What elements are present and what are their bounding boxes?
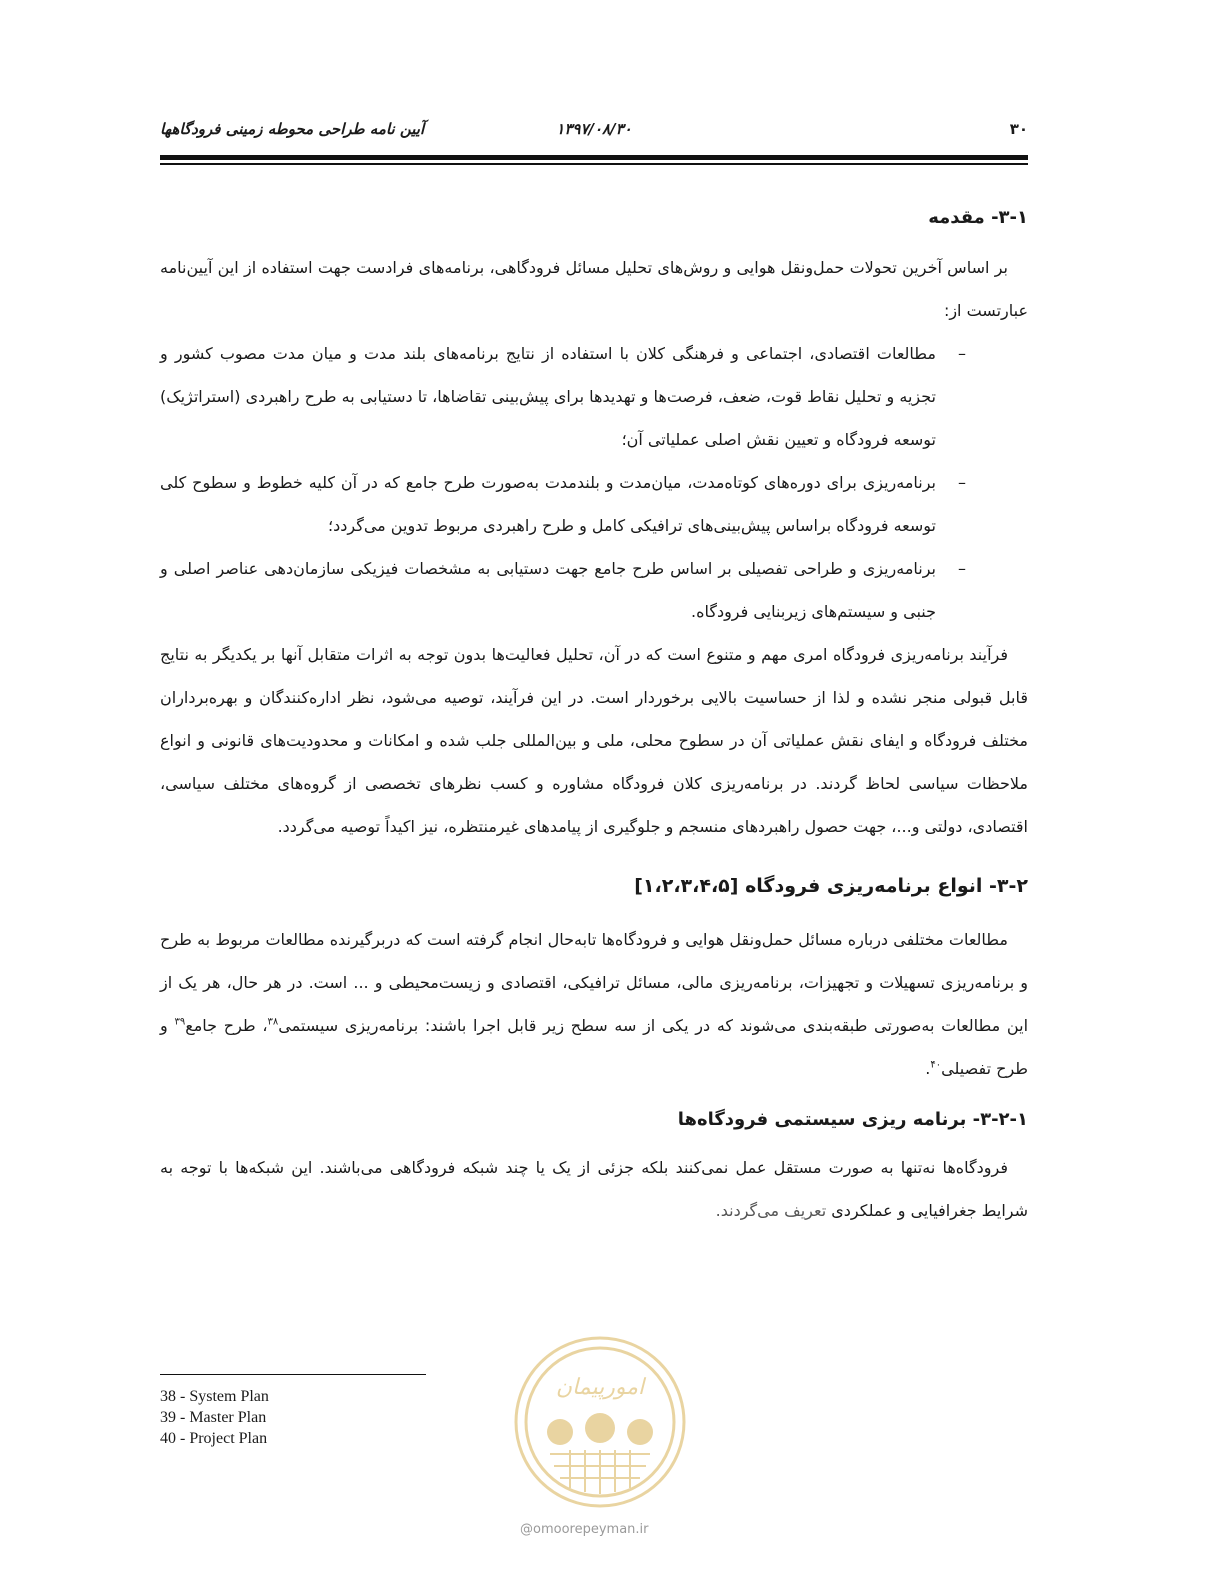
system-planning-text: فرودگاه‌ها نه‌تنها به صورت مستقل عمل نمی‌کنند بلکه جزئی از یک یا چند شبکه فرودگاهی می‌باشند. این شبکه‌ها با توجه به شرایط جغرافیایی و عملکردی [160, 1158, 1028, 1220]
footnote-separator [160, 1374, 426, 1375]
section-heading-intro: ۳-۱- مقدمه [928, 207, 1028, 228]
list-item [160, 461, 1028, 547]
header-rule-thin [160, 163, 1028, 165]
list-item-text: مطالعات اقتصادی، اجتماعی و فرهنگی کلان با استفاده از نتایج برنامه‌های بلند مدت و میان مدت مصوب کشور و تجزیه و تحلیل نقاط قوت، ضعف، فرصت‌ها و تهدیدها برای پیش‌بینی تقاضاها، تا دستیابی به طرح راهبردی (استراتژیک) توسعه فرودگاه و تعیین نقش اصلی عملیاتی آن؛ [160, 344, 936, 449]
footnote-40: 40 - Project Plan [160, 1430, 268, 1447]
planning-types-paragraph: مطالعات مختلفی درباره مسائل حمل‌ونقل هوایی و فرودگاه‌ها تابه‌حال انجام گرفته است که دربرگیرنده مطالعات مربوط به طرح و برنامه‌ریزی تسهیلات و تجهیزات، برنامه‌ریزی مالی، مسائل ترافیکی، اقتصادی و زیست‌محیطی و ... است. در هر حال، هر یک از این مطالعات به‌صورتی طبقه‌بندی می‌شوند که در یکی از سه سطح زیر قابل اجرا باشند: برنامه‌ریزی سیستمی$^{۳۸}$، طرح جامع$^{۳۹}$ و طرح تفصیلی$^{۴۰}$. [160, 930, 1029, 1078]
header-title: آیین نامه طراحی محوطه زمینی فرودگاهها [160, 120, 425, 138]
list-item-text: برنامه‌ریزی و طراحی تفصیلی بر اساس طرح جامع جهت دستیابی به مشخصات فیزیکی سازمان‌دهی عناصر اصلی و جنبی و سیستم‌های زیربنایی فرودگاه. [160, 559, 936, 621]
bullet-list [160, 332, 1028, 633]
footnote-ref-40[interactable]: ۴۰ [930, 1059, 942, 1071]
subsection-heading-system-planning: ۳-۲-۱- برنامه ریزی سیستمی فرودگاه‌ها [677, 1109, 1028, 1130]
intro-paragraph: بر اساس آخرین تحولات حمل‌ونقل هوایی و روش‌های تحلیل مسائل فرودگاهی، برنامه‌های فرادست جهت استفاده از این آیین‌نامه عبارتست از: [160, 258, 1028, 320]
running-header [160, 120, 1028, 148]
system-planning-paragraph [160, 1146, 1028, 1232]
dash-bullet: – [958, 559, 966, 578]
header-date: ۱۳۹۷/۰۸/۳۰ [556, 120, 632, 138]
planning-process-paragraph: فرآیند برنامه‌ریزی فرودگاه امری مهم و متنوع است که در آن، تحلیل فعالیت‌ها بدون توجه به اثرات متقابل آنها بر یکدیگر به نتایج قابل قبولی منجر نشده و لذا از حساسیت بالایی برخوردار است. در این فرآیند، توصیه می‌شود، نظر اداره‌کنندگان و بهره‌برداران مختلف فرودگاه و ایفای نقش عملیاتی آن در سطوح محلی، ملی و بین‌المللی جلب شده و امکانات و محدودیت‌های قانونی و انواع ملاحظات سیاسی لحاظ گردند. در برنامه‌ریزی کلان فرودگاه مشاوره و کسب نظرهای تخصصی از گروه‌های مختلف سیاسی، اقتصادی، دولتی و...، جهت حصول راهبردهای منسجم و جلوگیری از پیامدهای غیرمنتظره، نیز اکیداً توصیه می‌گردد. [160, 645, 1028, 836]
header-rule-thick [160, 155, 1028, 160]
footnote-39: 39 - Master Plan [160, 1409, 267, 1426]
section-heading-planning-types: ۳-۲- انواع برنامه‌ریزی فرودگاه [۱،۲،۳،۴،۵] [634, 875, 1028, 897]
watermark-logo-text: امورپیمان [555, 1375, 645, 1400]
dash-bullet: – [958, 473, 966, 492]
planning-types-text: مطالعات مختلفی درباره مسائل حمل‌ونقل هوایی و فرودگاه‌ها تابه‌حال انجام گرفته است که دربرگیرنده مطالعات مربوط به طرح و برنامه‌ریزی تسهیلات و تجهیزات، برنامه‌ریزی مالی، مسائل ترافیکی، اقتصادی و زیست‌محیطی و ... است. در هر حال، هر یک از این مطالعات به‌صورتی طبقه‌بندی می‌شوند که در یکی از سه سطح زیر قابل اجرا باشند: [160, 930, 1029, 1035]
footnote-ref-39[interactable]: ۳۹ [174, 1016, 186, 1028]
document-body [160, 200, 1028, 1232]
watermark-logo [510, 1332, 690, 1512]
list-item [160, 332, 1028, 461]
master-plan-term: طرح جامع [185, 1016, 256, 1035]
footnotes [160, 1386, 269, 1449]
watermark-url: @omoorepeyman.ir [520, 1522, 649, 1537]
list-item [160, 547, 1028, 633]
footnote-ref-38[interactable]: ۳۸ [267, 1016, 279, 1028]
list-item-text: برنامه‌ریزی برای دوره‌های کوتاه‌مدت، میان‌مدت و بلندمدت به‌صورت طرح جامع که در آن کلیه خطوط و سطوح کلی توسعه فرودگاه براساس پیش‌بینی‌های ترافیکی کامل و طرح راهبردی مربوط تدوین می‌گردد؛ [160, 473, 936, 535]
project-plan-term: و طرح تفصیلی [160, 1016, 1028, 1078]
footnote-38: 38 - System Plan [160, 1388, 269, 1405]
system-planning-text-end: تعریف می‌گردند. [715, 1201, 827, 1220]
system-planning-term: برنامه‌ریزی سیستمی [278, 1016, 419, 1035]
dash-bullet: – [958, 344, 966, 363]
page-number: ۳۰ [1009, 120, 1028, 138]
